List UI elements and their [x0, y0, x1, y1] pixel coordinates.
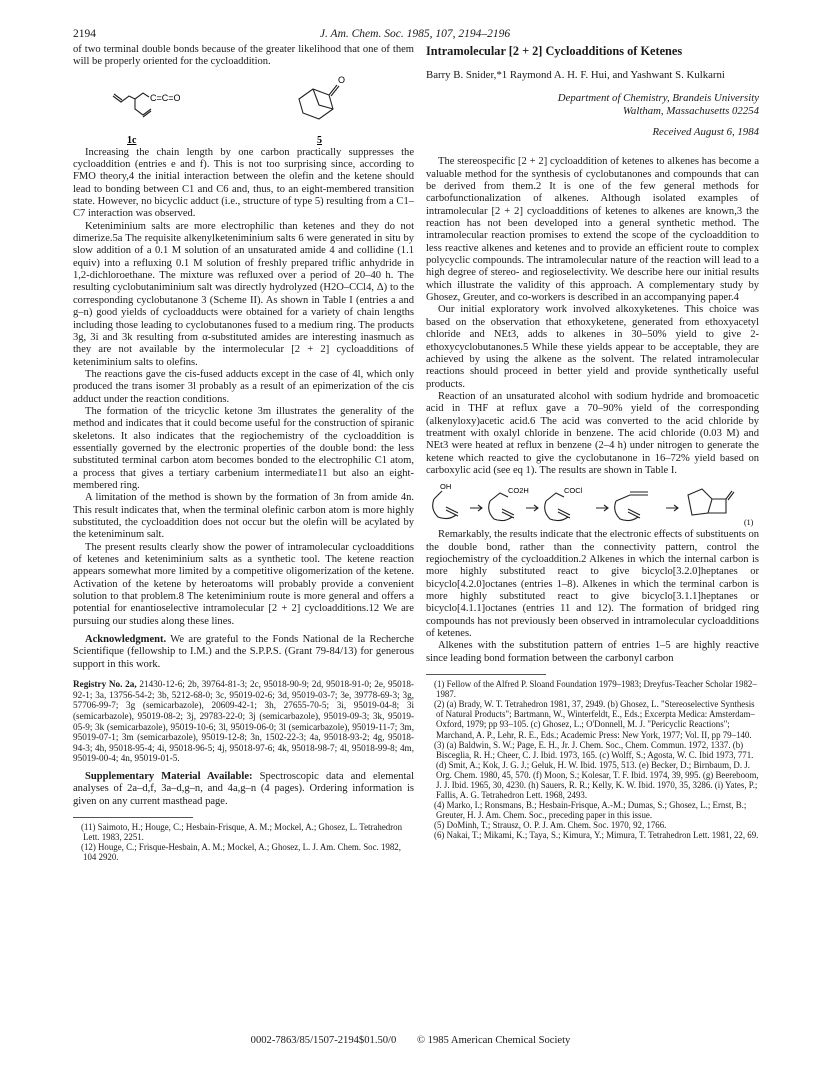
structures-1c-and-5 — [73, 69, 414, 147]
registry-text: 21430-12-6; 2b, 39764-81-3; 2c, 95018-90-9; 2d, 95018-91-0; 2e, 95018-92-1; 3a, 13756-54-2; 3b, 5212-68-0; 3c, 95019-02-6; 3d, 95019-03-7; 3e, 39778-69-3; 3g, 57706-99-7; 3g (semicarbazole), 20609-42-1; 3h, 27655-70-5; 3i, 95019-04-8; 3i (semicarbazole), 95019-08-2; 3j, 29783-22-0; 3j (semicarbazole), 95019-09-3; 3k, 95019-05-9; 3k (semicarbazole), 95019-10-6; 3l, 95019-06-0; 3l (semicarbazole), 95019-11-7; 3m, 95019-07-1; 3m (semicarbazole), 95019-12-8; 3n, 1502-22-3; 4a, 95018-93-2; 4g, 95018-94-3; 4h, 95018-95-4; 4i, 95018-96-5; 4j, 95018-97-6; 4k, 95018-98-7; 4l, 95018-99-8; 4m, 95019-00-4; 4n, 95019-01-5. — [73, 679, 414, 764]
paragraph: Remarkably, the results indicate that the electronic effects of substituents on the double bond, rather than the connectivity pattern, control the regiochemistry of the cycloaddition.2 Alkenes in which the internal carbon is more highly substituted react to give bicyclo[3.2.0]heptanes or bicyclo[4.2.0]octanes (entries 1–8). Alkenes in which the terminal carbon is more highly substituted react to give bicyclo[3.1.1]heptanes or bicyclo[4.1.1]octanes (entries 11 and 12). The formation of bridged ring compounds has not previously been observed in intramolecular cycloadditions of ketenes. — [426, 529, 759, 640]
paragraph: The reactions gave the cis-fused adducts except in the case of 4l, which only produced the trans isomer 3l probably as a result of an epimerization of the cis adduct under the reaction conditions. — [73, 368, 414, 405]
affiliation-dept: Department of Chemistry, Brandeis University — [557, 92, 759, 104]
alkenol-chain — [433, 499, 456, 519]
reference-1: (1) Fellow of the Alfred P. Sloand Foundation 1979–1983; Dreyfus-Teacher Scholar 1982–1987. — [434, 679, 757, 700]
paragraph: Alkenes with the substitution pattern of entries 1–5 are highly reactive since leading bond formation between the carbonyl carbon — [426, 640, 759, 664]
affiliation-city: Waltham, Massachusetts 02254 — [622, 105, 759, 117]
ketene-label: C=C=O — [150, 92, 181, 103]
reference-5: (5) DoMinh, T.; Strausz, O. P. J. Am. Chem. Soc. 1970, 92, 1766. — [434, 820, 667, 831]
copyright: © 1985 American Chemical Society — [416, 1035, 571, 1046]
label-5: 5 — [317, 134, 322, 146]
left-column — [73, 44, 414, 862]
chain-segment — [135, 93, 149, 99]
article-title: Intramolecular [2 + 2] Cycloadditions of Ketenes — [426, 44, 683, 58]
paragraph: The present results clearly show the power of intramolecular cycloadditions of ketenes and keteniminium salts as a synthetic tool. The ketene reaction appears somewhat more limited by a competitive oligomerization of the ketene. Activation of the ketene by heteroatoms will probably provide a convenient solution to that problem.8 The keteniminium route is more general and offers a potential for enantioselective intramolecular [2 + 2] cycloadditions.12 We are pursuing our studies along these lines. — [73, 541, 414, 627]
double-bond-mark — [558, 509, 570, 518]
equation-number: (1) — [744, 518, 754, 528]
reference-6: (6) Nakai, T.; Mikami, K.; Taya, S.; Kimura, Y.; Mimura, T. Tetrahedron Lett. 1981, 22, 69. — [434, 830, 759, 841]
supplementary-heading: Supplementary Material Available: — [85, 770, 253, 782]
page-footer — [0, 1035, 821, 1046]
cyclopentane-ring — [688, 489, 712, 515]
reaction-arrow — [666, 505, 678, 511]
footnote-rule — [426, 674, 546, 675]
reference-3: (3) (a) Baldwin, S. W.; Page, E. H., Jr. J. Chem. Soc., Chem. Commun. 1972, 1337. (b) Bisceglia, R. H.; Cheer, C. J. Ibid. 1973, 165. (c) Wolff, S.; Agosta, W. C. Ibid 1973, 771. (d) Smit, A.; Kok, J. G. J.; Geluk, H. W. Ibid. 1975, 513. (e) Becker, D.; Birnbaum, D. J. Org. Chem. 1980, 45, 570. (f) Moon, S.; Kolesar, T. F. Ibid. 1974, 39, 995. (g) Beereboom, J. J. Ibid. 1965, 30, 4230. (h) Sauers, R. R.; Kelly, K. W. Ibid. 1970, 35, 3286. (i) Yates, P.; Fallis, A. G. Tetrahedron Lett. 1968, 2493. — [434, 739, 759, 801]
acknowledgment — [73, 634, 414, 671]
authors: Barry B. Snider,*1 Raymond A. H. F. Hui, and Yashwant S. Kulkarni — [426, 69, 725, 81]
paragraph: Our initial exploratory work involved alkoxyketenes. This choice was based on the observation that ethoxyketene, generated from ethoxyacetyl chloride and NEt3, adds to alkenes in 30–50% yield to give 2-ethoxycyclobutanones.5 While these yields appear to be acceptable, they are achieved by using the alkene as the solvent. The related intramolecular reactions should proceed in better yield and provide synthetically useful products. — [426, 304, 759, 390]
paragraph: Reaction of an unsaturated alcohol with sodium hydride and bromoacetic acid in THF at reflux gave a 70–90% yield of the corresponding (alkenyloxy)acetic acid.6 The acid was converted to the acid chloride by treatment with oxalyl chloride in benzene. The acid chloride (0.03 M) and NEt3 were heated at reflux in benzene (2–4 h) under nitrogen to generate the ketene which reacted to give the cyclobutanone in 16–72% yield based on carboxylic acid (see eq 1). The results are shown in Table I. — [426, 390, 759, 476]
oh-label: OH — [440, 482, 452, 492]
acid-chain — [489, 501, 512, 521]
oh-bond — [434, 491, 442, 499]
double-bond-mark — [446, 507, 458, 513]
right-footnotes — [426, 679, 759, 841]
footnote-rule — [73, 817, 193, 818]
double-bond-mark — [628, 509, 640, 518]
reference-12: (12) Houge, C.; Frisque-Hesbain, A. M.; Mockel, A.; Ghosez, L. J. Am. Chem. Soc. 1982, 104 2920. — [81, 842, 401, 863]
paragraph: The stereospecific [2 + 2] cycloaddition of ketenes to alkenes has become a valuable method for the synthesis of cyclobutanones and compounds that can be derived from them.2 It is one of the few general methods for carbofunctionalization of alkenes. Although isolated examples of intramolecular [2 + 2] cycloadditions of ketenes to alkenes are known,3 the reaction has not been developed into a general synthetic method. The intramolecular reaction promises to extend the scope of the cycloaddition to less reactive alkenes and ketenes and to provide an efficient route to complex polycyclic compounds. The intramolecular nature of the reaction will lead to a high degree of stereo- and regioselectivity. We describe here our initial results which illustrate the validity of this approach. A complementary study by Ghosez, Greuter, and co-workers is described in an accompanying paper.4 — [426, 156, 759, 304]
reaction-arrow — [596, 505, 608, 511]
cyclobutanone-ring — [708, 499, 726, 513]
registry-heading: Registry No. 2a, — [73, 679, 137, 690]
reference-11: (11) Saimoto, H.; Houge, C.; Hesbain-Frisque, A. M.; Mockel, A.; Ghosez, L. Tetrahedron Lett. 1983, 2251. — [81, 821, 403, 842]
left-footnotes — [73, 822, 414, 862]
acknowledgment-heading: Acknowledgment. — [85, 634, 167, 646]
cocl-label: COCl — [564, 486, 583, 496]
alkene-chain — [113, 96, 135, 102]
label-1c: 1c — [127, 134, 137, 146]
double-bond-mark-2 — [446, 510, 458, 516]
paragraph: Increasing the chain length by one carbon practically suppresses the cycloaddition (entries e and f). This is not too surprising since, according to FMO theory,4 the initial interaction between the olefin and the ketene should lead to bonding between C1 and C6 and, thus, to an eight-membered transition state. However, no bicyclic adduct (i.e., structure of type 5) resulting from a C1–C7 interaction was observed. — [73, 146, 414, 220]
page-number: 2194 — [73, 28, 96, 40]
reference-4: (4) Marko, I.; Ronsmans, B.; Hesbain-Frisque, A.-M.; Dumas, S.; Ghosez, L.; Ernst, B.; Greuter, H. J. Am. Chem. Soc., preceding paper in this issue. — [434, 800, 747, 821]
acid-chloride-chain — [545, 501, 568, 521]
ketone-bond — [726, 491, 734, 500]
ketene-group — [616, 492, 648, 501]
oxy-link — [546, 493, 564, 501]
paragraph: A limitation of the method is shown by the formation of 3n from amide 4n. This result indicates that, when the terminal olefinic carbon atom is more highly substituted, the cycloaddition does not occur but the olefin will be acylated by the keteniminum salt. — [73, 492, 414, 541]
acknowledgment-text: We are grateful to the Fonds National de la Recherche Scientifique (fellowship to I.M.) and the S.P.P.S. (Grant 79-84/13) for generous support in this work. — [73, 634, 414, 670]
bicyclic-ring — [299, 89, 333, 119]
double-bond-mark — [502, 509, 514, 518]
supplementary-material — [73, 771, 414, 808]
paragraph: of two terminal double bonds because of the greater likelihood that one of them will be properly oriented for the cycloaddition. — [73, 44, 414, 68]
running-header — [73, 28, 757, 44]
journal-citation: J. Am. Chem. Soc. 1985, 107, 2194–2196 — [319, 28, 511, 40]
ketene-chain — [615, 501, 638, 521]
reference-2: (2) (a) Brady, W. T. Tetrahedron 1981, 37, 2949. (b) Ghosez, L. "Stereoselective Synthesis of Natural Products"; Bartmann, W., Winterfeldt, E., Eds.; Excerpta Medica: Amsterdam–Oxford, 1979; pp 93–105. (c) Ghosez, L.; O'Donnell, M. J. "Pericyclic Reactions"; Marchand, A. P., Lehr, R. E., Eds.; Academic Press: New York, 1977; Vol. II, pp 79–140. — [434, 699, 755, 740]
registry-numbers — [73, 679, 414, 764]
reaction-arrow — [470, 505, 482, 511]
supplementary-text: Spectroscopic data and elemental analyses of 2a–d,f, 3a–d,g–n, and 4a,g–n (4 pages). Ordering information is given on any current masthead page. — [73, 770, 414, 807]
co2h-label: CO2H — [508, 486, 529, 496]
oxy-link — [490, 493, 508, 501]
equation-1 — [426, 477, 759, 529]
issn-code: 0002-7863/85/1507-2194$01.50/0 — [250, 1035, 397, 1046]
paragraph: The formation of the tricyclic ketone 3m illustrates the generality of the method and indicates that it could become useful for the construction of spiranic skeletons. It also indicates that the regiochemistry of the cycloaddition is essentially governed by the electronic properties of the double bond: the less substituted terminal carbon atom becomes bonded to the electrophilic C1 atom, a process that gives a tertiary carbenium intermediate11 but also an eight-membered ring. — [73, 405, 414, 491]
right-column — [426, 44, 759, 841]
oxygen-label: O — [338, 74, 346, 85]
reaction-arrow — [526, 505, 538, 511]
received-date: Received August 6, 1984 — [652, 126, 759, 138]
paragraph: Keteniminium salts are more electrophilic than ketenes and they do not dimerize.5a The requisite alkenylketeniminium salts 6 were generated in situ by slow addition of a 0.1 M solution of an unsaturated amide 4 and collidine (1.1 equiv) into a refluxing 0.1 M solution of freshly prepared triflic anhydride in 1,2-dichloroethane. The mixture was refluxed over a period of 20–40 h. The resulting cyclobutaniminium salt was directly hydrolyzed (H2O–CCl4, Δ) to the corresponding cyclobutanone 3 (Scheme II). As shown in Table I (entries a and g–n) good yields of cycloadducts were obtained for a variety of chain lengths including those leading to cyclobutanones fused to a medium ring. The products 3g, 3i and 3k resulting from α-substituted amides are interesting inasmuch as they are not available by the intermolecular [2 + 2] cycloadditions of keteniminium salts to olefins. — [73, 220, 414, 368]
